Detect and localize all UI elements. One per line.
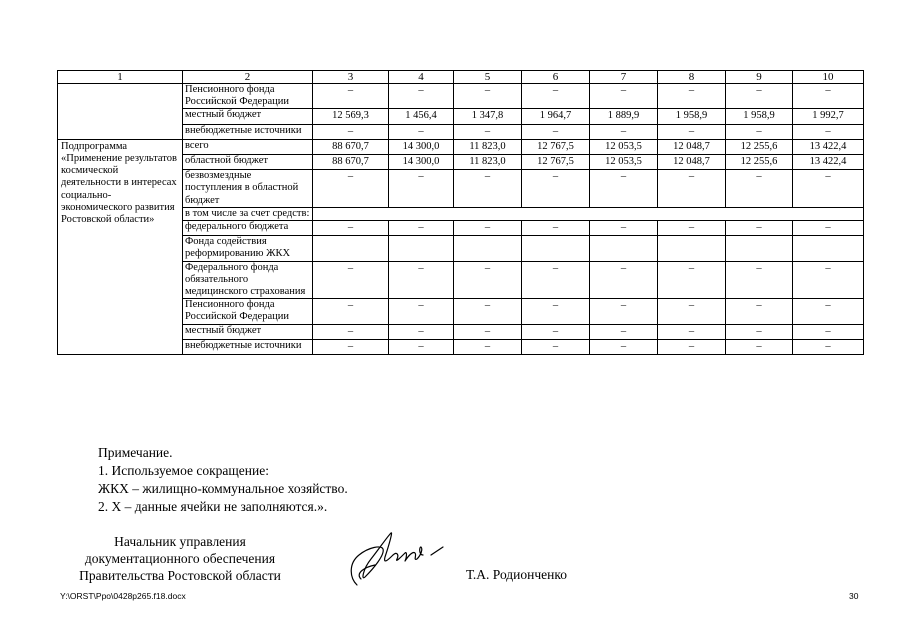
value-cell: – xyxy=(389,84,454,109)
value-cell: – xyxy=(389,124,454,139)
funding-source-cell: Федерального фонда обязательного медицинского страхования xyxy=(183,261,313,299)
value-cell: – xyxy=(389,324,454,339)
program-cell-continued xyxy=(58,84,183,140)
value-cell: – xyxy=(313,124,389,139)
value-cell: 1 958,9 xyxy=(726,109,793,124)
value-cell: – xyxy=(522,299,590,324)
notes-title: Примечание. xyxy=(98,445,173,460)
position-line: Начальник управления xyxy=(114,534,246,549)
value-cell: – xyxy=(590,124,658,139)
value-cell: – xyxy=(726,324,793,339)
value-cell: – xyxy=(522,324,590,339)
value-cell: – xyxy=(726,261,793,299)
value-cell: – xyxy=(793,324,864,339)
funding-source-cell: Пенсионного фонда Российской Федерации xyxy=(183,299,313,324)
column-header: 6 xyxy=(522,71,590,84)
value-cell: – xyxy=(590,170,658,208)
value-cell xyxy=(454,236,522,261)
page-number: 30 xyxy=(849,591,859,601)
value-cell: – xyxy=(454,299,522,324)
position-line: документационного обеспечения xyxy=(84,551,276,566)
value-cell xyxy=(522,236,590,261)
value-cell xyxy=(726,236,793,261)
column-header: 1 xyxy=(58,71,183,84)
value-cell: 11 823,0 xyxy=(454,155,522,170)
value-cell: – xyxy=(522,124,590,139)
notes-line: ЖКХ – жилищно-коммунальное хозяйство. xyxy=(98,481,348,496)
funding-source-cell: безвозмездные поступления в областной бюджет xyxy=(183,170,313,208)
file-path: Y:\ORST\Ppo\0428p265.f18.docx xyxy=(60,591,186,601)
column-header: 8 xyxy=(658,71,726,84)
value-cell xyxy=(389,236,454,261)
value-cell: 14 300,0 xyxy=(389,155,454,170)
column-header: 7 xyxy=(590,71,658,84)
value-cell: – xyxy=(454,339,522,354)
value-cell: – xyxy=(658,221,726,236)
value-cell: 12 053,5 xyxy=(590,155,658,170)
value-cell: 13 422,4 xyxy=(793,155,864,170)
value-cell xyxy=(590,236,658,261)
value-cell: 88 670,7 xyxy=(313,155,389,170)
program-name-cell: Подпрограмма «Применение результатов космической деятельности в интересах социально-экономического развития Ростовской области» xyxy=(58,139,183,354)
value-cell: – xyxy=(658,124,726,139)
value-cell: 1 347,8 xyxy=(454,109,522,124)
column-header: 3 xyxy=(313,71,389,84)
table-body xyxy=(58,71,864,355)
handwritten-signature xyxy=(335,525,455,590)
value-cell: – xyxy=(454,84,522,109)
value-cell: – xyxy=(454,261,522,299)
value-cell xyxy=(658,236,726,261)
value-cell: – xyxy=(454,221,522,236)
value-cell: 12 767,5 xyxy=(522,139,590,154)
value-cell: – xyxy=(313,324,389,339)
signatory-position xyxy=(60,533,300,584)
value-cell xyxy=(793,236,864,261)
value-cell: 12 255,6 xyxy=(726,155,793,170)
value-cell: – xyxy=(793,124,864,139)
value-cell: – xyxy=(658,299,726,324)
value-cell: – xyxy=(726,170,793,208)
empty-span-cell xyxy=(313,207,864,220)
value-cell: – xyxy=(454,170,522,208)
value-cell: – xyxy=(313,261,389,299)
funding-source-cell: внебюджетные источники xyxy=(183,124,313,139)
value-cell: – xyxy=(389,339,454,354)
value-cell: – xyxy=(658,170,726,208)
value-cell: – xyxy=(313,84,389,109)
value-cell: 1 456,4 xyxy=(389,109,454,124)
value-cell: – xyxy=(590,84,658,109)
value-cell: 11 823,0 xyxy=(454,139,522,154)
value-cell: 88 670,7 xyxy=(313,139,389,154)
funding-source-cell: Пенсионного фонда Российской Федерации xyxy=(183,84,313,109)
signatory-name: Т.А. Родионченко xyxy=(466,567,567,582)
value-cell: – xyxy=(454,124,522,139)
column-header: 4 xyxy=(389,71,454,84)
value-cell: – xyxy=(522,339,590,354)
value-cell: 13 422,4 xyxy=(793,139,864,154)
funding-source-cell: местный бюджет xyxy=(183,324,313,339)
value-cell: – xyxy=(590,261,658,299)
notes-block xyxy=(98,444,348,516)
value-cell: – xyxy=(726,339,793,354)
column-header: 2 xyxy=(183,71,313,84)
value-cell: – xyxy=(590,324,658,339)
value-cell: 1 964,7 xyxy=(522,109,590,124)
value-cell: – xyxy=(726,221,793,236)
position-line: Правительства Ростовской области xyxy=(79,568,281,583)
funding-source-cell: всего xyxy=(183,139,313,154)
value-cell: – xyxy=(793,299,864,324)
value-cell: 1 889,9 xyxy=(590,109,658,124)
funding-source-cell: Фонда содействия реформированию ЖКХ xyxy=(183,236,313,261)
value-cell: 1 992,7 xyxy=(793,109,864,124)
column-header: 10 xyxy=(793,71,864,84)
value-cell: – xyxy=(389,299,454,324)
column-header: 9 xyxy=(726,71,793,84)
value-cell: – xyxy=(793,170,864,208)
value-cell: – xyxy=(658,261,726,299)
value-cell: 12 767,5 xyxy=(522,155,590,170)
value-cell: – xyxy=(590,299,658,324)
column-header: 5 xyxy=(454,71,522,84)
value-cell: 14 300,0 xyxy=(389,139,454,154)
budget-table xyxy=(57,70,864,355)
value-cell: – xyxy=(793,221,864,236)
funding-source-cell: федерального бюджета xyxy=(183,221,313,236)
value-cell: 1 958,9 xyxy=(658,109,726,124)
value-cell: 12 048,7 xyxy=(658,155,726,170)
value-cell: – xyxy=(658,339,726,354)
funding-source-cell: внебюджетные источники xyxy=(183,339,313,354)
value-cell: 12 255,6 xyxy=(726,139,793,154)
value-cell: 12 569,3 xyxy=(313,109,389,124)
value-cell: – xyxy=(313,170,389,208)
notes-line: 2. Х – данные ячейки не заполняются.». xyxy=(98,499,328,514)
value-cell: – xyxy=(522,170,590,208)
value-cell: – xyxy=(590,221,658,236)
table-row xyxy=(58,84,864,109)
value-cell: – xyxy=(590,339,658,354)
value-cell: – xyxy=(454,324,522,339)
value-cell xyxy=(313,236,389,261)
value-cell: – xyxy=(522,261,590,299)
funding-source-cell: местный бюджет xyxy=(183,109,313,124)
value-cell: – xyxy=(793,261,864,299)
table-row xyxy=(58,139,864,154)
value-cell: – xyxy=(522,84,590,109)
notes-line: 1. Используемое сокращение: xyxy=(98,463,269,478)
value-cell: – xyxy=(658,324,726,339)
value-cell: – xyxy=(313,299,389,324)
value-cell: – xyxy=(389,170,454,208)
funding-source-cell: в том числе за счет средств: xyxy=(183,207,313,220)
value-cell: 12 053,5 xyxy=(590,139,658,154)
value-cell: – xyxy=(726,84,793,109)
value-cell: – xyxy=(726,124,793,139)
value-cell: – xyxy=(522,221,590,236)
header-row xyxy=(58,71,864,84)
value-cell: – xyxy=(313,339,389,354)
value-cell: – xyxy=(389,221,454,236)
value-cell: – xyxy=(389,261,454,299)
value-cell: – xyxy=(793,84,864,109)
value-cell: 12 048,7 xyxy=(658,139,726,154)
value-cell: – xyxy=(313,221,389,236)
funding-source-cell: областной бюджет xyxy=(183,155,313,170)
value-cell: – xyxy=(793,339,864,354)
value-cell: – xyxy=(658,84,726,109)
value-cell: – xyxy=(726,299,793,324)
